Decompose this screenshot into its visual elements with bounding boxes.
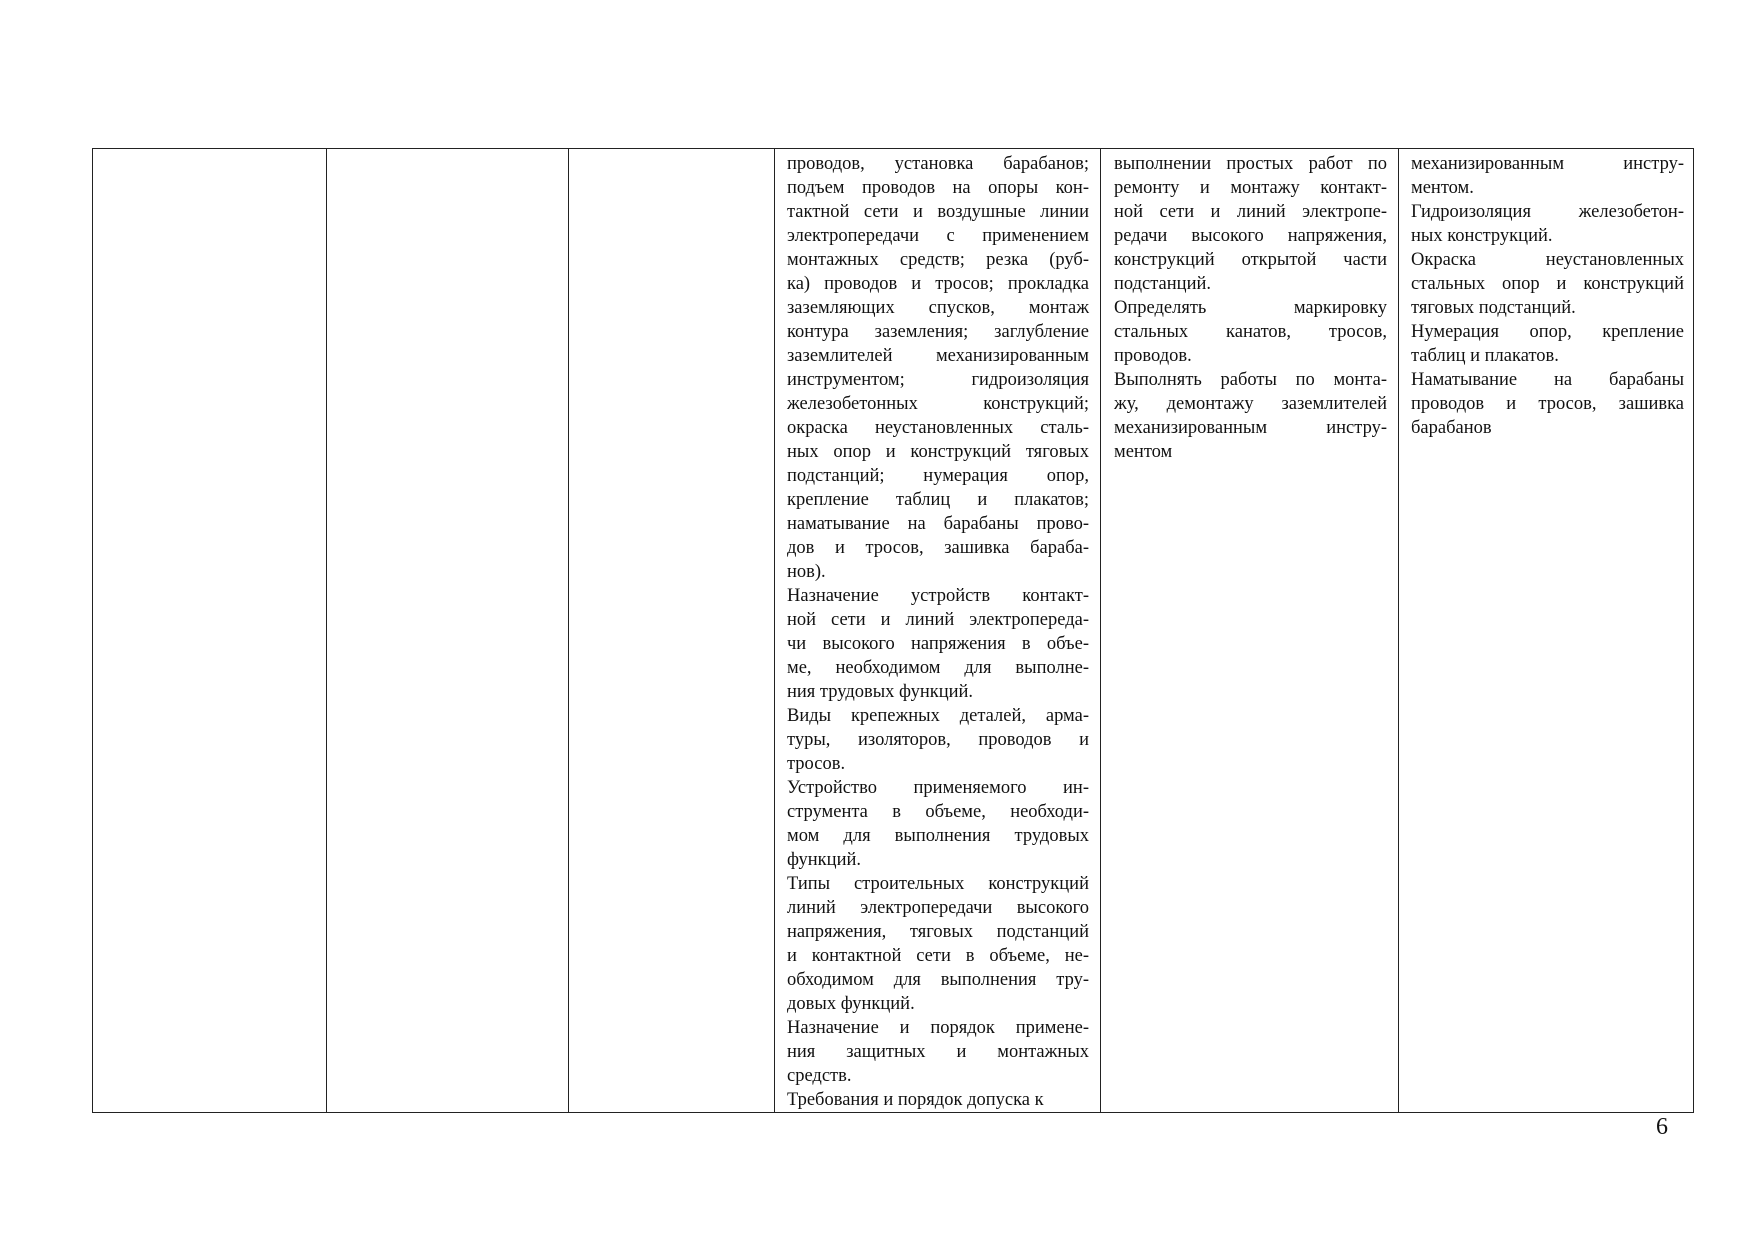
text-line: механизированным инстру- <box>1114 418 1387 438</box>
text-line: Гидроизоляция железобетон- <box>1411 202 1684 222</box>
text-line: мом для выполнения трудовых <box>787 826 1089 846</box>
text-line: контура заземления; заглубление <box>787 322 1089 342</box>
cell-paragraph <box>787 776 1089 872</box>
cell-paragraph <box>1411 368 1684 440</box>
text-line: стальных канатов, тросов, <box>1114 322 1387 342</box>
text-line: стальных опор и конструкций <box>1411 274 1684 294</box>
text-line: обходимом для выполнения тру- <box>787 970 1089 990</box>
text-line: подстанций; нумерация опор, <box>787 466 1089 486</box>
text-line: струмента в объеме, необходи- <box>787 802 1089 822</box>
text-line: подъем проводов на опоры кон- <box>787 178 1089 198</box>
text-line: Нумерация опор, крепление <box>1411 322 1684 342</box>
text-line: Определять маркировку <box>1114 298 1387 318</box>
text-line: туры, изоляторов, проводов и <box>787 730 1089 750</box>
text-line: дов и тросов, зашивка бараба- <box>787 538 1089 558</box>
text-line: Требования и порядок допуска к <box>787 1090 1044 1110</box>
text-line: напряжения, тяговых подстанций <box>787 922 1089 942</box>
text-line: ка) проводов и тросов; прокладка <box>787 274 1089 294</box>
text-line: функций. <box>787 850 861 870</box>
text-line: чи высокого напряжения в объе- <box>787 634 1089 654</box>
cell-paragraph <box>1114 152 1387 296</box>
cell-paragraph <box>1411 200 1684 248</box>
text-line: проводов. <box>1114 346 1192 366</box>
skills-cell <box>1114 152 1387 464</box>
text-line: Назначение и порядок примене- <box>787 1018 1089 1038</box>
text-line: тяговых подстанций. <box>1411 298 1576 318</box>
text-line: тактной сети и воздушные линии <box>787 202 1089 222</box>
text-line: средств. <box>787 1066 852 1086</box>
text-line: ментом. <box>1411 178 1474 198</box>
text-line: жу, демонтажу заземлителей <box>1114 394 1387 414</box>
text-line: ных конструкций. <box>1411 226 1553 246</box>
text-line: проводов и тросов, зашивка <box>1411 394 1684 414</box>
cell-paragraph <box>787 152 1089 584</box>
text-line: линий электропередачи высокого <box>787 898 1089 918</box>
actions-cell <box>1411 152 1684 440</box>
text-line: заземлителей механизированным <box>787 346 1089 366</box>
column-divider <box>568 149 569 1112</box>
text-line: выполнении простых работ по <box>1114 154 1387 174</box>
knowledge-cell <box>787 152 1089 1112</box>
text-line: окраска неустановленных сталь- <box>787 418 1089 438</box>
cell-paragraph <box>787 584 1089 704</box>
text-line: ной сети и линий электропе- <box>1114 202 1387 222</box>
text-line: ния защитных и монтажных <box>787 1042 1089 1062</box>
cell-paragraph <box>1411 248 1684 320</box>
text-line: конструкций открытой части <box>1114 250 1387 270</box>
text-line: Окраска неустановленных <box>1411 250 1684 270</box>
cell-paragraph <box>1411 320 1684 368</box>
text-line: барабанов <box>1411 418 1492 438</box>
text-line: Типы строительных конструкций <box>787 874 1089 894</box>
text-line: подстанций. <box>1114 274 1211 294</box>
cell-paragraph <box>787 1016 1089 1088</box>
cell-paragraph <box>1411 152 1684 200</box>
text-line: электропередачи с применением <box>787 226 1089 246</box>
text-line: Устройство применяемого ин- <box>787 778 1089 798</box>
text-line: довых функций. <box>787 994 915 1014</box>
text-line: Назначение устройств контакт- <box>787 586 1089 606</box>
text-line: механизированным инстру- <box>1411 154 1684 174</box>
text-line: редачи высокого напряжения, <box>1114 226 1387 246</box>
text-line: ме, необходимом для выполне- <box>787 658 1089 678</box>
cell-paragraph <box>787 704 1089 776</box>
cell-paragraph <box>787 1088 1089 1112</box>
page-number: 6 <box>1656 1114 1668 1140</box>
cell-paragraph <box>1114 296 1387 368</box>
text-line: ния трудовых функций. <box>787 682 974 702</box>
column-divider <box>774 149 775 1112</box>
text-line: инструментом; гидроизоляция <box>787 370 1089 390</box>
text-line: Виды крепежных деталей, арма- <box>787 706 1089 726</box>
text-line: тросов. <box>787 754 846 774</box>
text-line: ремонту и монтажу контакт- <box>1114 178 1387 198</box>
text-line: заземляющих спусков, монтаж <box>787 298 1089 318</box>
column-divider <box>326 149 327 1112</box>
competency-table <box>92 148 1694 1113</box>
text-line: ных опор и конструкций тяговых <box>787 442 1089 462</box>
text-line: ментом <box>1114 442 1173 462</box>
cell-paragraph <box>787 872 1089 1016</box>
column-divider <box>1100 149 1101 1112</box>
text-line: монтажных средств; резка (руб- <box>787 250 1089 270</box>
text-line: крепление таблиц и плакатов; <box>787 490 1089 510</box>
text-line: нов). <box>787 562 826 582</box>
text-line: таблиц и плакатов. <box>1411 346 1559 366</box>
text-line: проводов, установка барабанов; <box>787 154 1089 174</box>
text-line: ной сети и линий электропереда- <box>787 610 1089 630</box>
text-line: Наматывание на барабаны <box>1411 370 1684 390</box>
text-line: Выполнять работы по монта- <box>1114 370 1387 390</box>
column-divider <box>1398 149 1399 1112</box>
cell-paragraph <box>1114 368 1387 464</box>
text-line: наматывание на барабаны прово- <box>787 514 1089 534</box>
text-line: и контактной сети в объеме, не- <box>787 946 1089 966</box>
text-line: железобетонных конструкций; <box>787 394 1089 414</box>
